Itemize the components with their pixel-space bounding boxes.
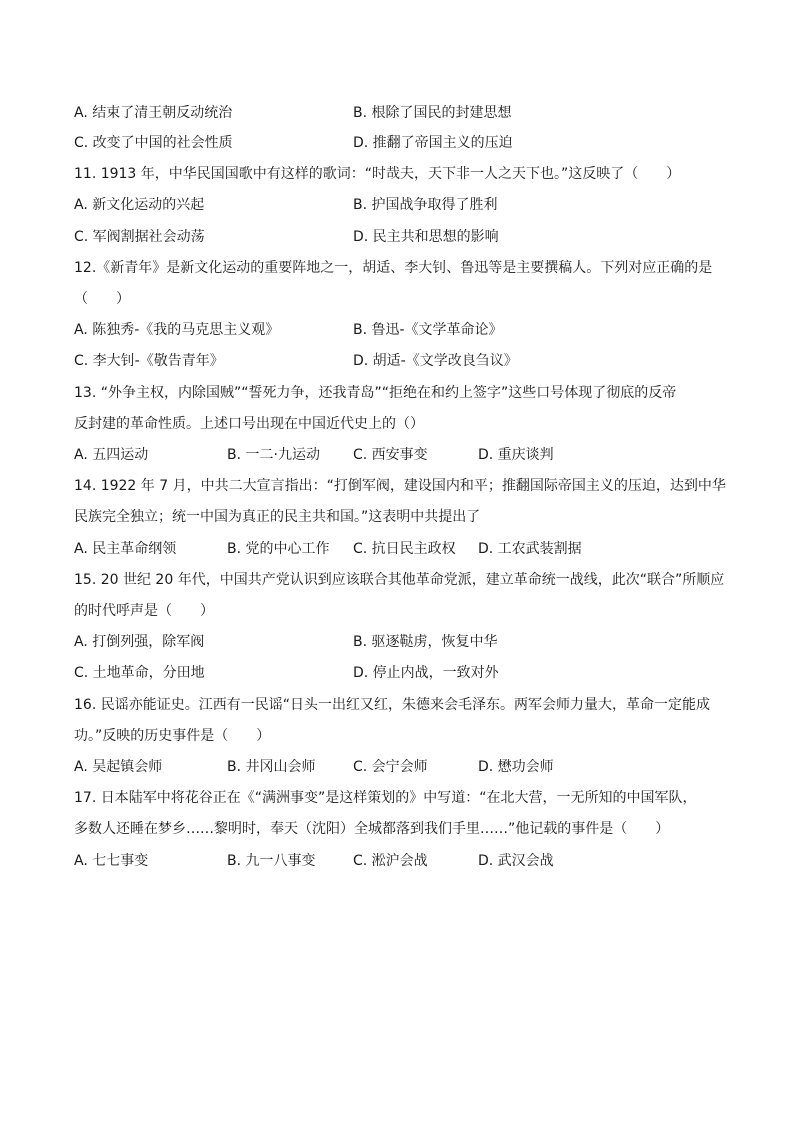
q12-option-d: D. 胡适-《文学改良刍议》 [353, 353, 518, 369]
q17-option-a: A. 七七事变 [74, 853, 149, 869]
q14-stem-line1: 14. 1922 年 7 月，中共二大宣言指出：“打倒军阀，建设国内和平；推翻国际帝国主义的压迫，达到中华 [74, 478, 726, 494]
q14-option-b: B. 党的中心工作 [227, 541, 330, 557]
q16-option-c: C. 会宁会师 [353, 759, 428, 775]
q14-option-a: A. 民主革命纲领 [74, 541, 177, 557]
q13-option-a: A. 五四运动 [74, 447, 149, 463]
q16-stem-line1: 16. 民谣亦能证史。江西有一民谣“日头一出红又红，朱德来会毛泽东。两军会师力量大，革命一定能成 [74, 697, 710, 713]
q13-option-d: D. 重庆谈判 [478, 447, 554, 463]
q11-option-c: C. 军阀割据社会动荡 [74, 229, 205, 245]
q15-option-d: D. 停止内战，一致对外 [353, 665, 499, 681]
q11-stem: 11. 1913 年，中华民国国歌中有这样的歌词：“时哉夫，天下非一人之天下也。”这反映了（ ） [74, 166, 681, 182]
q15-option-c: C. 土地革命，分田地 [74, 665, 205, 681]
q15-option-b: B. 驱逐鞑虏，恢复中华 [353, 634, 498, 650]
q16-option-a: A. 吴起镇会师 [74, 759, 163, 775]
q11-option-a: A. 新文化运动的兴起 [74, 197, 205, 213]
q12-option-a: A. 陈独秀-《我的马克思主义观》 [74, 322, 280, 338]
q12-option-c: C. 李大钊-《敬告青年》 [74, 353, 224, 369]
q13-option-c: C. 西安事变 [353, 447, 428, 463]
q12-option-b: B. 鲁迅-《文学革命论》 [353, 322, 503, 338]
q10-option-b: B. 根除了国民的封建思想 [353, 105, 512, 121]
q12-stem-line2: （ ） [74, 291, 130, 307]
q12-stem-line1: 12.《新青年》是新文化运动的重要阵地之一，胡适、李大钊、鲁迅等是主要撰稿人。下列对应正确的是 [74, 260, 713, 276]
q11-option-d: D. 民主共和思想的影响 [353, 229, 499, 245]
q14-stem-line2: 民族完全独立；统一中国为真正的民主共和国。”这表明中共提出了 [74, 509, 481, 525]
q17-option-d: D. 武汉会战 [478, 853, 554, 869]
q13-stem-line2: 反封建的革命性质。上述口号出现在中国近代史上的（） [74, 416, 424, 432]
q17-option-b: B. 九一八事变 [227, 853, 316, 869]
q17-option-c: C. 淞沪会战 [353, 853, 428, 869]
q17-stem-line1: 17. 日本陆军中将花谷正在《“满洲事变”是这样策划的》中写道：“在北大营，一无所知的中国军队， [74, 790, 697, 806]
q13-option-b: B. 一二·九运动 [227, 447, 320, 463]
q16-option-d: D. 懋功会师 [478, 759, 554, 775]
q10-option-d: D. 推翻了帝国主义的压迫 [353, 135, 513, 151]
q13-stem-line1: 13. “外争主权，内除国贼”“誓死力争，还我青岛”“拒绝在和约上签字”这些口号体现了彻底的反帝 [74, 385, 677, 401]
q17-stem-line2: 多数人还睡在梦乡……黎明时，奉天（沈阳）全城都落到我们手里……”他记载的事件是（ ） [74, 821, 670, 837]
q15-option-a: A. 打倒列强，除军阀 [74, 634, 205, 650]
q15-stem-line2: 的时代呼声是（ ） [74, 603, 214, 619]
q16-stem-line2: 功。”反映的历史事件是（ ） [74, 728, 271, 744]
q14-option-d: D. 工农武装割据 [478, 541, 582, 557]
q16-option-b: B. 井冈山会师 [227, 759, 316, 775]
q11-option-b: B. 护国战争取得了胜利 [353, 197, 498, 213]
q10-option-a: A. 结束了清王朝反动统治 [74, 105, 233, 121]
q14-option-c: C. 抗日民主政权 [353, 541, 456, 557]
q15-stem-line1: 15. 20 世纪 20 年代，中国共产党认识到应该联合其他革命党派，建立革命统一战线，此次“联合”所顺应 [74, 572, 725, 588]
q10-option-c: C. 改变了中国的社会性质 [74, 135, 233, 151]
